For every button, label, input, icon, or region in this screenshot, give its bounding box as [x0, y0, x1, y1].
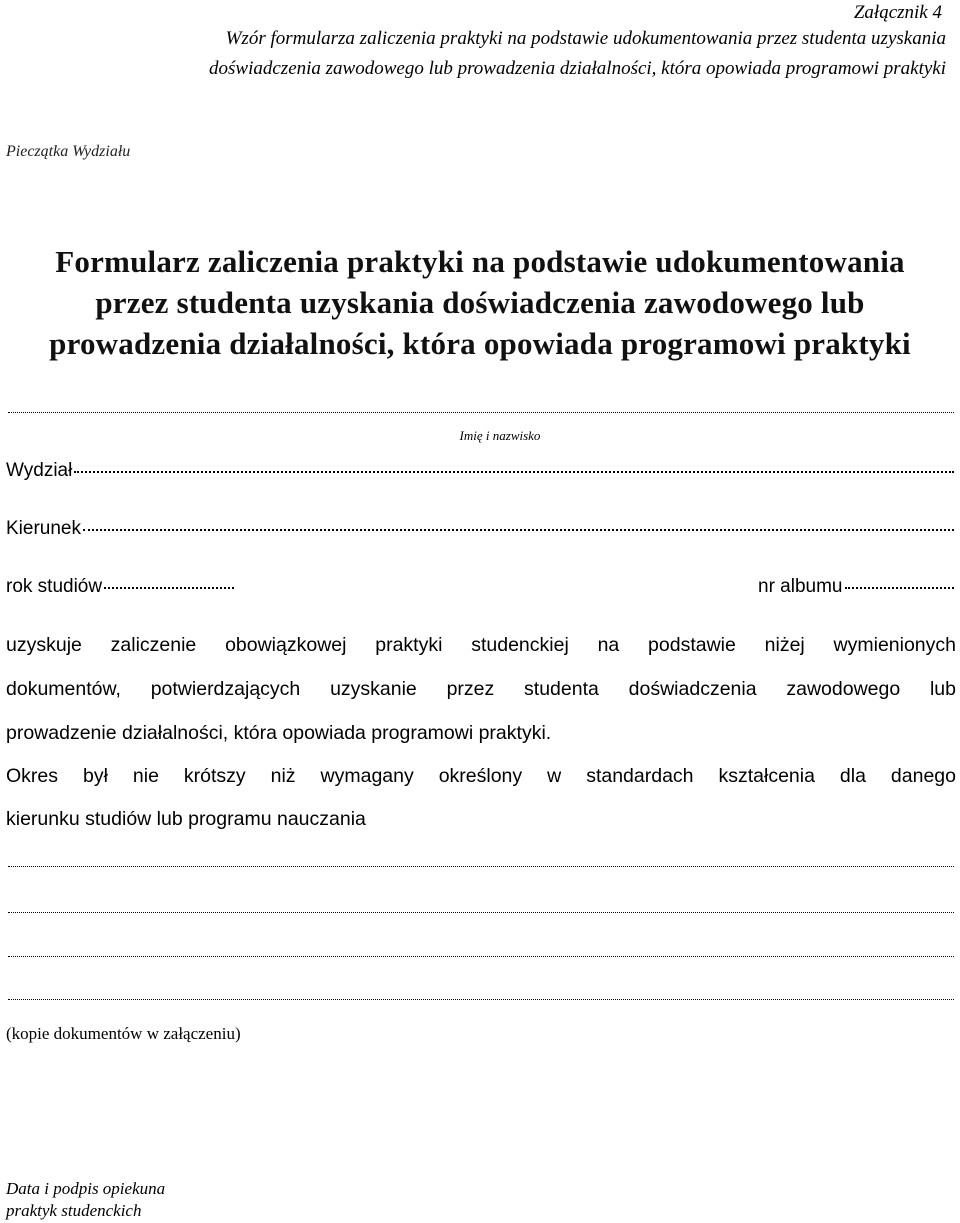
form-title-line: Formularz zaliczenia praktyki na podstawie udokumentowania: [55, 244, 905, 279]
documents-input-line[interactable]: [8, 956, 954, 957]
signature-caption-line: praktyk studenckich: [6, 1201, 142, 1220]
body-paragraph-line: kierunku studiów lub programu nauczania: [6, 808, 366, 830]
year-field[interactable]: [6, 576, 234, 598]
annex-label: Załącznik 4: [853, 2, 942, 23]
documents-input-line[interactable]: [8, 912, 954, 913]
documents-input-line[interactable]: [8, 999, 954, 1000]
annex-description-line: Wzór formularza zaliczenia praktyki na podstawie udokumentowania przez studenta uzyskania: [225, 28, 946, 49]
year-input-line[interactable]: [104, 587, 234, 589]
name-caption: Imię i nazwisko: [459, 428, 541, 443]
signature-caption: [6, 1178, 165, 1222]
form-title: [0, 241, 960, 364]
annex-description-line: doświadczenia zawodowego lub prowadzenia działalności, która opowiada programowi praktyki: [209, 58, 946, 79]
faculty-field[interactable]: [6, 460, 954, 482]
signature-caption-line: Data i podpis opiekuna: [6, 1179, 166, 1198]
album-label: nr albumu: [758, 576, 843, 597]
album-field[interactable]: [758, 576, 954, 598]
major-input-line[interactable]: [83, 529, 954, 531]
annex-description: [0, 24, 946, 84]
body-paragraph-line: prowadzenie działalności, która opowiada programowi praktyki.: [6, 722, 552, 744]
faculty-stamp-label: Pieczątka Wydziału: [6, 143, 131, 160]
documents-input-line[interactable]: [8, 866, 954, 867]
major-label: Kierunek: [6, 518, 81, 539]
body-paragraph-line: uzyskuje zaliczenie obowiązkowej praktyki studenckiej na podstawie niżej wymienionych: [6, 634, 956, 656]
major-field[interactable]: [6, 518, 954, 540]
body-paragraph-line: Okres był nie krótszy niż wymagany określony w standardach kształcenia dla danego: [6, 765, 956, 787]
year-label: rok studiów: [6, 576, 103, 597]
documents-caption: (kopie dokumentów w załączeniu): [6, 1024, 241, 1043]
form-title-line: prowadzenia działalności, która opowiada programowi praktyki: [49, 326, 911, 361]
faculty-input-line[interactable]: [74, 471, 954, 473]
name-input-line[interactable]: [8, 412, 954, 413]
album-input-line[interactable]: [845, 587, 955, 589]
faculty-label: Wydział: [6, 460, 73, 481]
form-title-line: przez studenta uzyskania doświadczenia zawodowego lub: [95, 285, 865, 320]
body-paragraph-line: dokumentów, potwierdzających uzyskanie przez studenta doświadczenia zawodowego lub: [6, 678, 956, 700]
